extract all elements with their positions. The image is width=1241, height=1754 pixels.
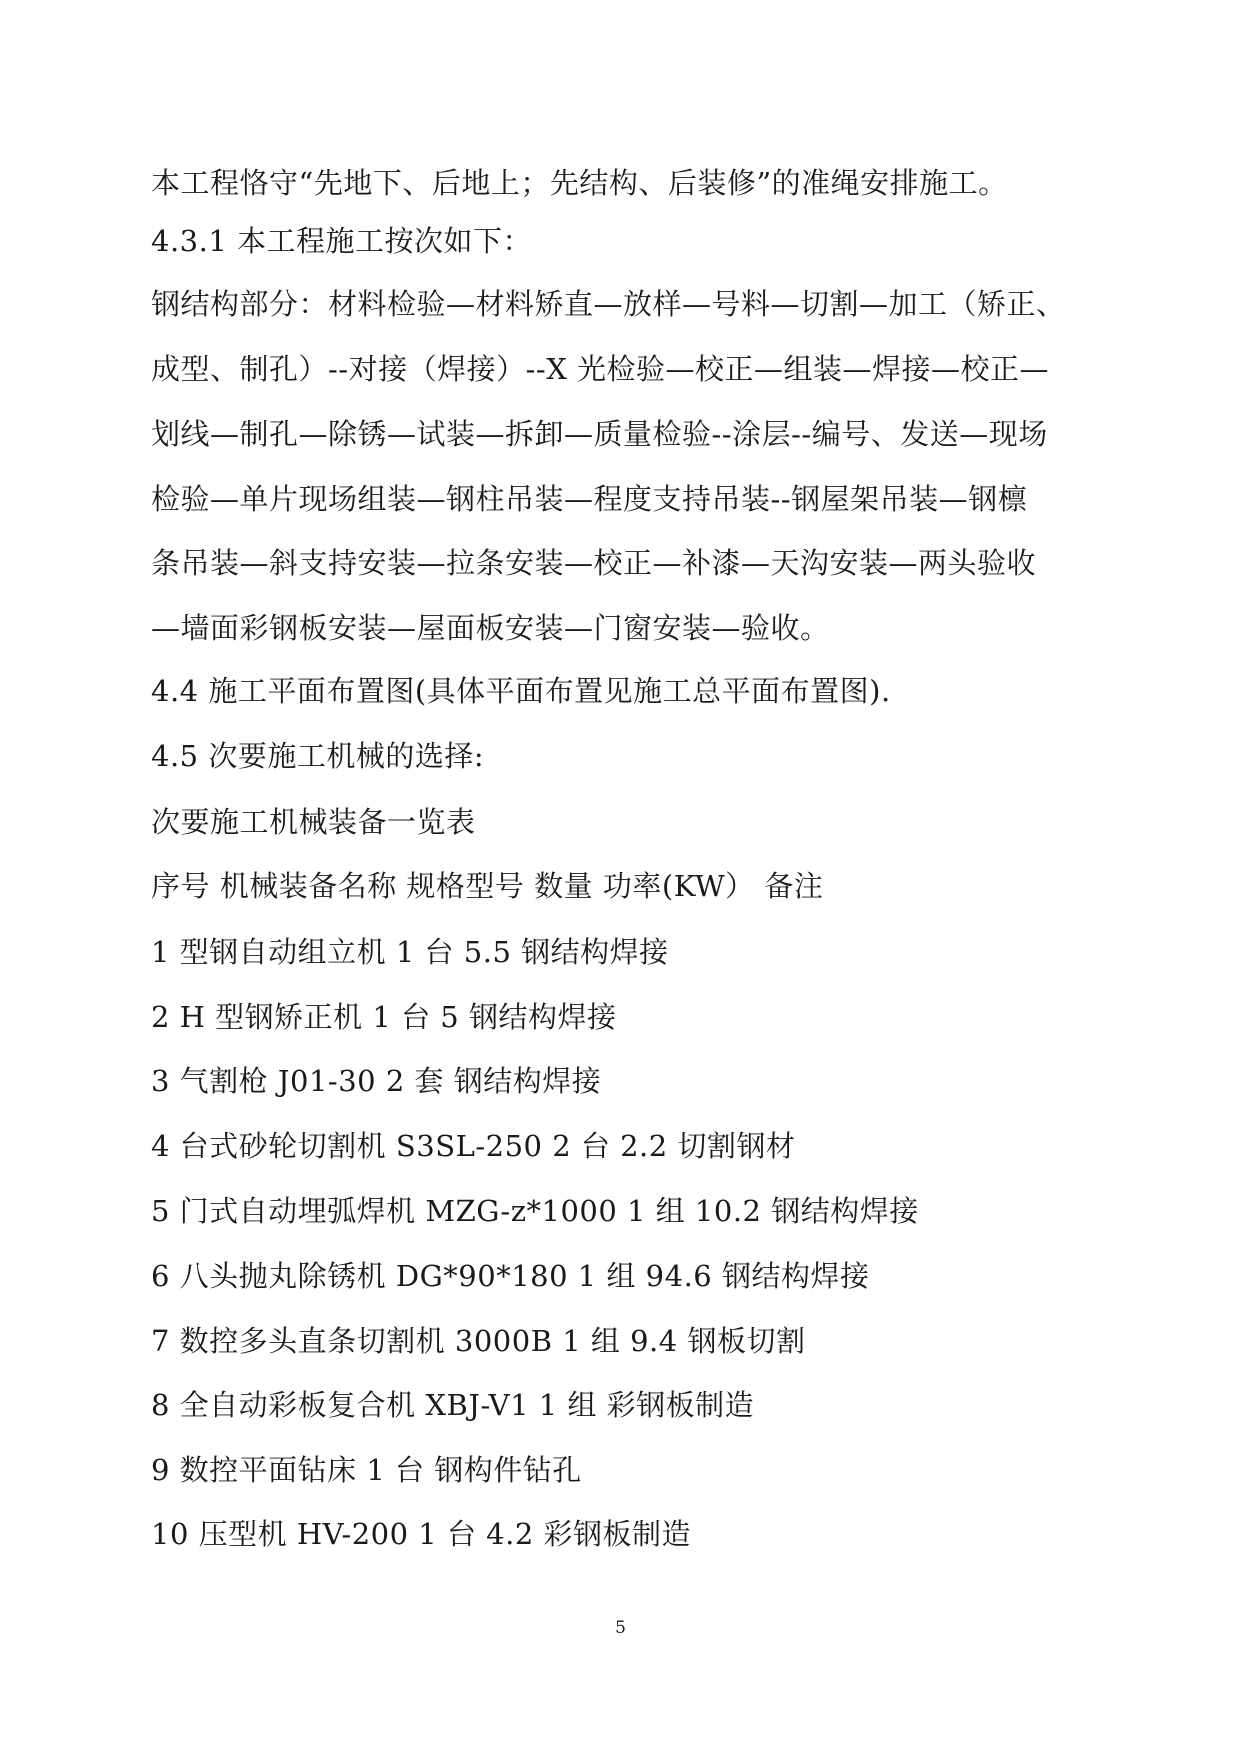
paragraph-line: 4.3.1 本工程施工按次如下： (151, 224, 533, 258)
table-row: 5 门式自动埋弧焊机 MZG-z*1000 1 组 10.2 钢结构焊接 (151, 1194, 919, 1228)
paragraph-line: 4.5 次要施工机械的选择: (151, 739, 485, 773)
table-header-row: 序号 机械装备名称 规格型号 数量 功率(KW） 备注 (151, 869, 824, 903)
paragraph-line: 钢结构部分：材料检验—材料矫直—放样—号料—切割—加工（矫正、 (151, 287, 1066, 321)
table-row: 6 八头抛丸除锈机 DG*90*180 1 组 94.6 钢结构焊接 (151, 1259, 870, 1293)
table-row: 2 H 型钢矫正机 1 台 5 钢结构焊接 (151, 1000, 617, 1034)
paragraph-line: 条吊装—斜支持安装—拉条安装—校正—补漆—天沟安装—两头验收 (151, 546, 1037, 580)
paragraph-line: 检验—单片现场组装—钢柱吊装—程度支持吊装--钢屋架吊装—钢檩 (151, 482, 1028, 516)
table-row: 1 型钢自动组立机 1 台 5.5 钢结构焊接 (151, 935, 669, 969)
table-row: 3 气割枪 J01-30 2 套 钢结构焊接 (151, 1064, 602, 1098)
table-title: 次要施工机械装备一览表 (151, 805, 476, 839)
table-row: 9 数控平面钻床 1 台 钢构件钻孔 (151, 1453, 582, 1487)
table-row: 10 压型机 HV-200 1 台 4.2 彩钢板制造 (151, 1517, 692, 1551)
table-row: 8 全自动彩板复合机 XBJ-V1 1 组 彩钢板制造 (151, 1388, 755, 1422)
table-row: 4 台式砂轮切割机 S3SL-250 2 台 2.2 切割钢材 (151, 1129, 796, 1163)
paragraph-line: 本工程恪守“先地下、后地上；先结构、后装修”的准绳安排施工。 (151, 166, 1008, 200)
paragraph-line: 划线—制孔—除锈—试装—拆卸—质量检验--涂层--编号、发送—现场 (151, 417, 1048, 451)
paragraph-line: 成型、制孔）--对接（焊接）--X 光检验—校正—组装—焊接—校正— (151, 352, 1050, 386)
page-number: 5 (615, 1618, 626, 1638)
table-row: 7 数控多头直条切割机 3000B 1 组 9.4 钢板切割 (151, 1324, 806, 1358)
paragraph-line: —墙面彩钢板安装—屋面板安装—门窗安装—验收。 (151, 611, 830, 645)
paragraph-line: 4.4 施工平面布置图(具体平面布置见施工总平面布置图). (151, 674, 891, 708)
